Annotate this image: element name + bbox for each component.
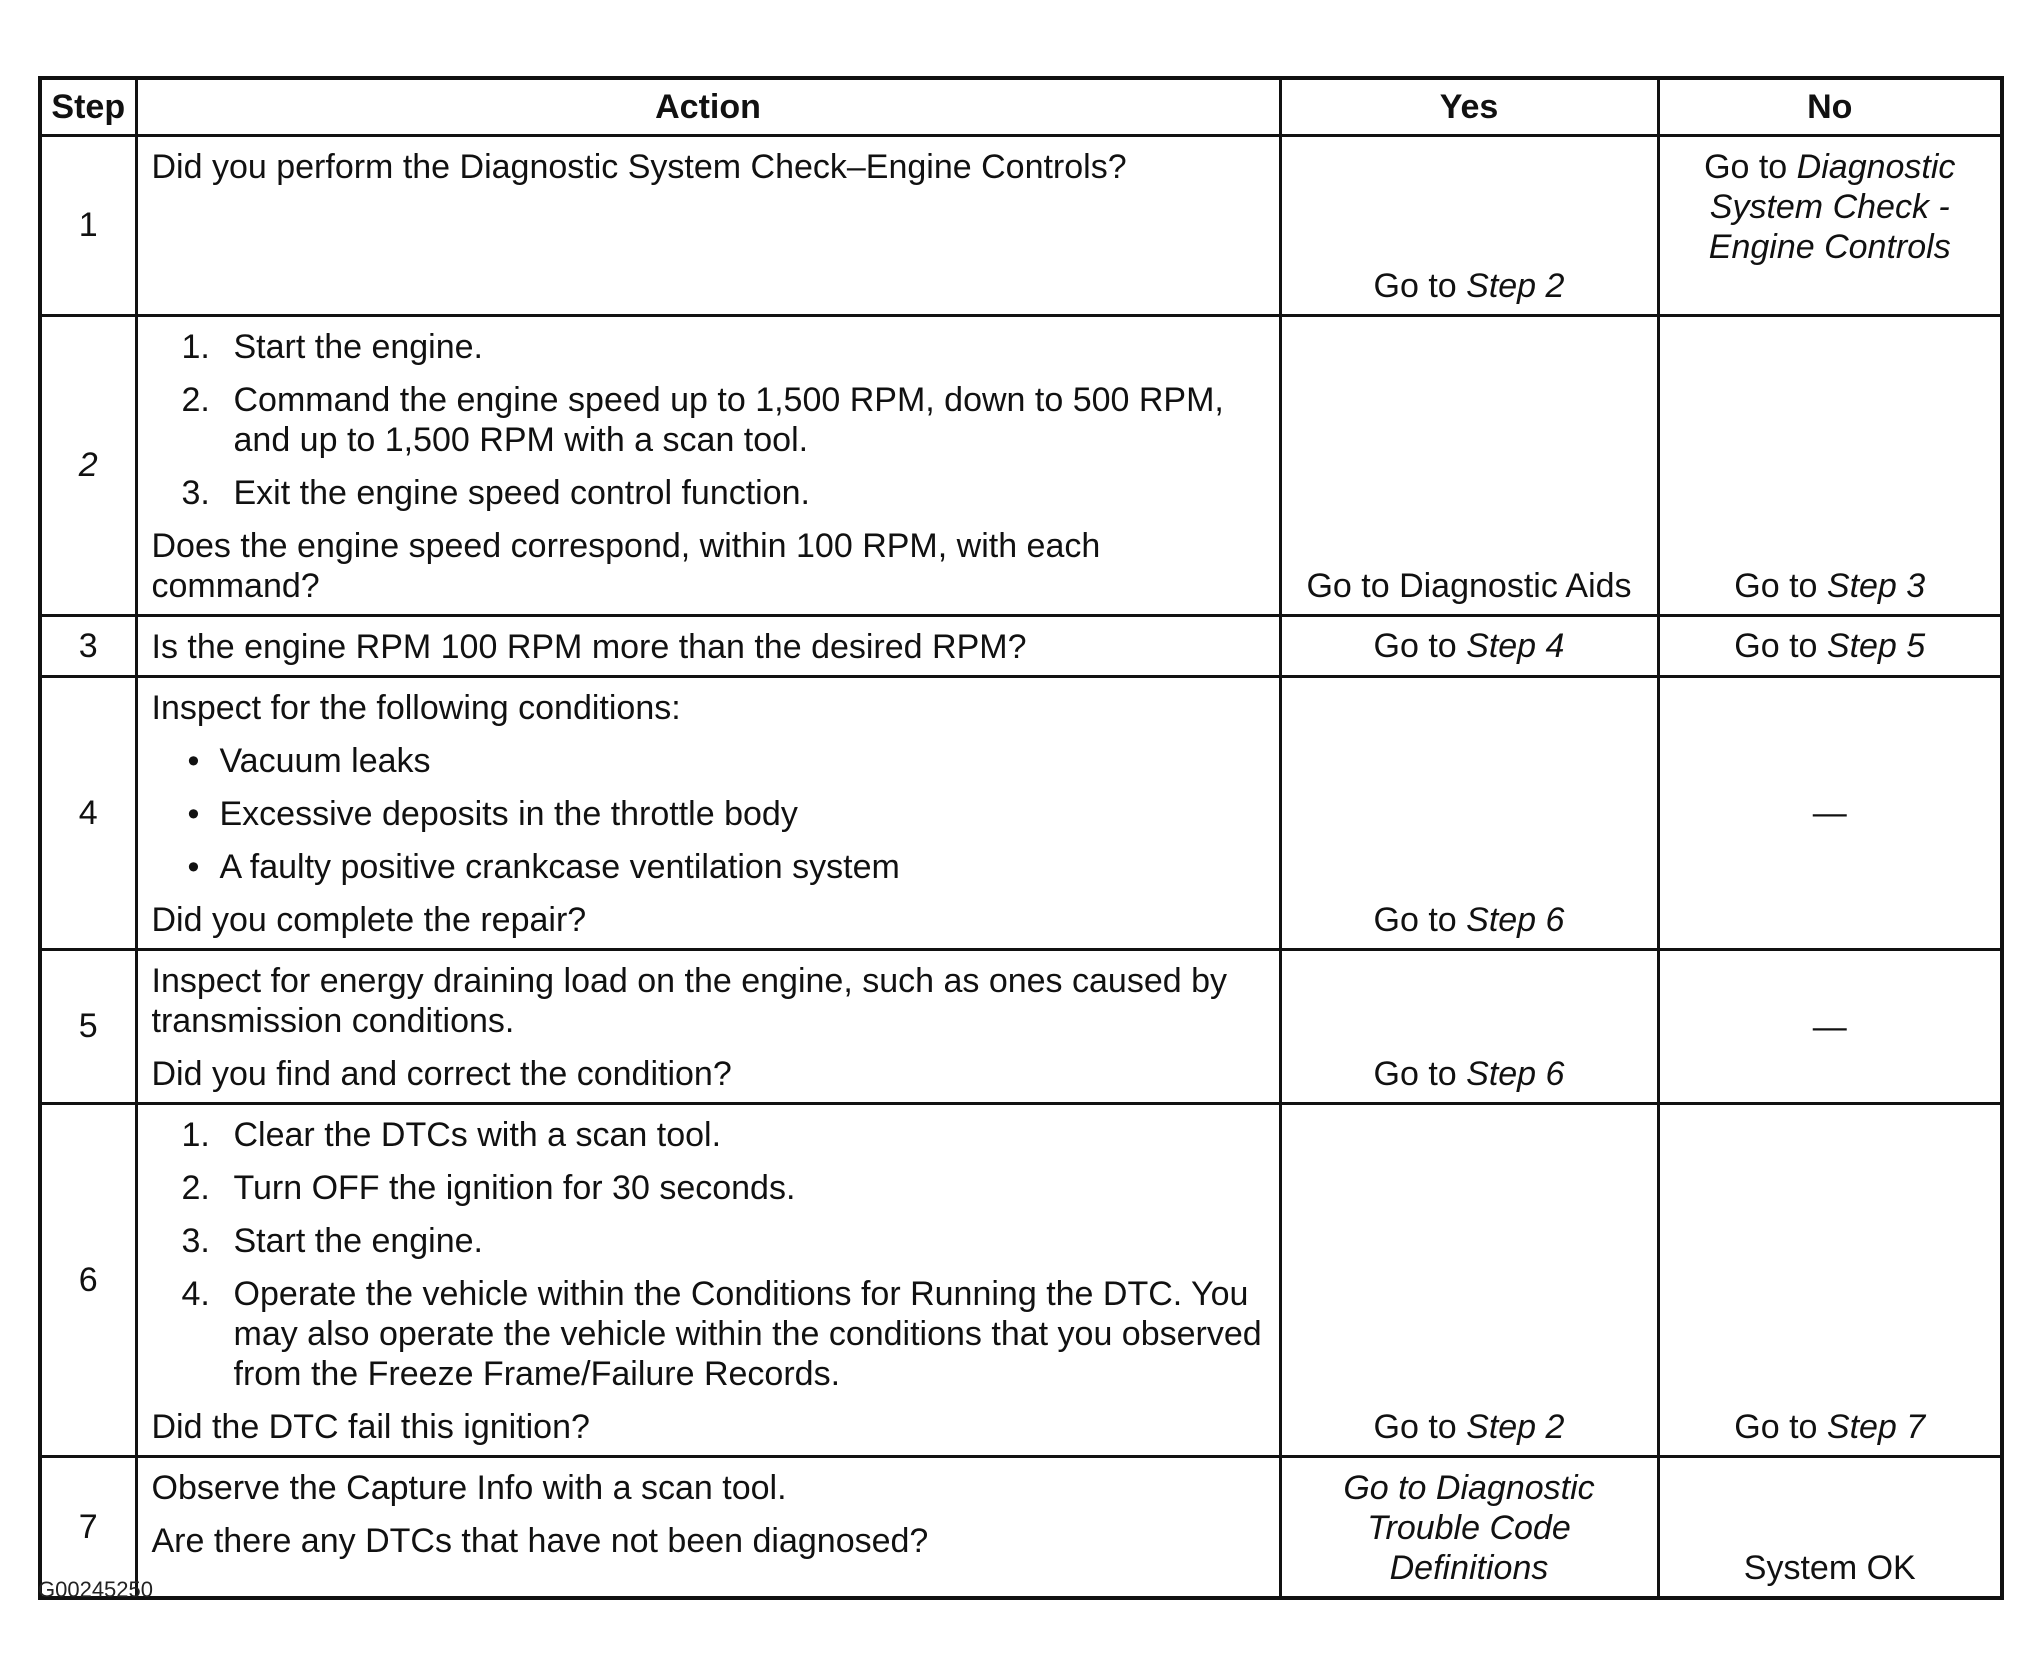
action-numbered-list: [152, 327, 1265, 513]
action-intro: Inspect for the following conditions:: [151, 689, 681, 727]
action-question: Did you perform the Diagnostic System Check–Engine Controls?: [151, 148, 1127, 186]
action-bullet-list: [152, 741, 1265, 887]
step-number: 3: [40, 616, 136, 677]
action-intro: Inspect for energy draining load on the engine, such as ones caused by transmission conditions.: [151, 962, 1227, 1040]
table-row-step-6: [40, 1104, 2002, 1457]
no-cell: [1658, 1104, 2002, 1457]
action-question: Did you find and correct the condition?: [151, 1055, 732, 1093]
no-prefix: Go to: [1734, 627, 1827, 665]
no-cell: [1658, 136, 2002, 316]
yes-step-link[interactable]: Step 6: [1466, 1055, 1565, 1093]
action-cell: [136, 136, 1280, 316]
figure-code: G00245250: [38, 1577, 153, 1602]
no-step-link[interactable]: Step 7: [1826, 1408, 1926, 1446]
action-cell: [136, 677, 1280, 950]
list-item: • A faulty positive crankcase ventilation system: [187, 848, 900, 886]
table-row-step-2: [40, 316, 2002, 616]
step-number: 1: [40, 136, 136, 316]
no-cell: [1658, 1457, 2002, 1599]
no-cell: [1658, 616, 2002, 677]
yes-prefix: Go to: [1373, 267, 1467, 305]
table-row-step-7: [40, 1457, 2002, 1599]
yes-cell: [1280, 950, 1658, 1104]
list-item: • Excessive deposits in the throttle body: [187, 795, 798, 833]
no-cell: [1658, 677, 2002, 950]
action-cell: [136, 316, 1280, 616]
step-number: 7: [40, 1457, 136, 1599]
action-cell: [136, 1104, 1280, 1457]
list-item: 3. Start the engine.: [181, 1222, 484, 1260]
header-no: No: [1658, 78, 2002, 136]
no-cell: [1658, 316, 2002, 616]
yes-prefix: Go to: [1373, 1055, 1467, 1093]
yes-diagnostic-aids-link[interactable]: Go to Diagnostic Aids: [1306, 567, 1632, 605]
yes-dtc-definitions-link[interactable]: Go to Diagnostic Trouble Code Definitions: [1343, 1469, 1595, 1587]
step-number: 2: [40, 316, 136, 616]
list-item: 2. Turn OFF the ignition for 30 seconds.: [181, 1169, 796, 1207]
list-item: • Vacuum leaks: [187, 742, 431, 780]
action-cell: [136, 616, 1280, 677]
action-question: Is the engine RPM 100 RPM more than the desired RPM?: [151, 628, 1027, 666]
action-question: Did you complete the repair?: [151, 901, 587, 939]
diagnostic-table: [38, 76, 2004, 1600]
no-dash: —: [1812, 794, 1847, 832]
yes-cell: [1280, 1457, 1658, 1599]
action-cell: [136, 1457, 1280, 1599]
action-question: Are there any DTCs that have not been diagnosed?: [151, 1522, 929, 1560]
step-number: 4: [40, 677, 136, 950]
yes-step-link[interactable]: Step 6: [1466, 901, 1565, 939]
list-item: 4. Operate the vehicle within the Conditions for Running the DTC. You may also operate the vehicle within the conditions that you observed from the Freeze Frame/Failure Records.: [181, 1275, 1262, 1393]
yes-prefix: Go to: [1373, 1408, 1467, 1446]
yes-cell: [1280, 136, 1658, 316]
table-row-step-1: [40, 136, 2002, 316]
no-prefix: Go to: [1704, 148, 1797, 186]
no-system-ok: System OK: [1743, 1549, 1916, 1587]
yes-step-link[interactable]: Step 2: [1466, 267, 1565, 305]
no-prefix: Go to: [1734, 567, 1827, 605]
no-prefix: Go to: [1734, 1408, 1827, 1446]
list-item: 1. Start the engine.: [181, 328, 484, 366]
yes-prefix: Go to: [1373, 627, 1467, 665]
action-cell: [136, 950, 1280, 1104]
list-item: 2. Command the engine speed up to 1,500 RPM, down to 500 RPM, and up to 1,500 RPM with a scan tool.: [181, 381, 1224, 459]
yes-cell: [1280, 1104, 1658, 1457]
yes-step-link[interactable]: Step 2: [1466, 1408, 1565, 1446]
step-number: 6: [40, 1104, 136, 1457]
action-intro: Observe the Capture Info with a scan tool.: [151, 1469, 787, 1507]
no-diagnostic-link[interactable]: Diagnostic System Check - Engine Controls: [1708, 148, 1956, 266]
yes-cell: [1280, 616, 1658, 677]
yes-prefix: Go to: [1373, 901, 1467, 939]
yes-cell: [1280, 316, 1658, 616]
table-row-step-3: [40, 616, 2002, 677]
table-header-row: [40, 78, 2002, 136]
list-item: 3. Exit the engine speed control function.: [181, 474, 810, 512]
table-row-step-4: [40, 677, 2002, 950]
no-dash: —: [1812, 1007, 1847, 1046]
header-step: Step: [40, 78, 136, 136]
header-yes: Yes: [1280, 78, 1658, 136]
header-action: Action: [136, 78, 1280, 136]
action-question: Did the DTC fail this ignition?: [151, 1408, 590, 1446]
no-step-link[interactable]: Step 3: [1826, 567, 1926, 605]
no-cell: [1658, 950, 2002, 1104]
action-numbered-list: [152, 1115, 1265, 1394]
action-question: Does the engine speed correspond, within 100 RPM, with each command?: [151, 527, 1101, 605]
yes-step-link[interactable]: Step 4: [1466, 627, 1565, 665]
yes-cell: [1280, 677, 1658, 950]
step-number: 5: [40, 950, 136, 1104]
table-row-step-5: [40, 950, 2002, 1104]
no-step-link[interactable]: Step 5: [1826, 627, 1926, 665]
list-item: 1. Clear the DTCs with a scan tool.: [181, 1116, 722, 1154]
